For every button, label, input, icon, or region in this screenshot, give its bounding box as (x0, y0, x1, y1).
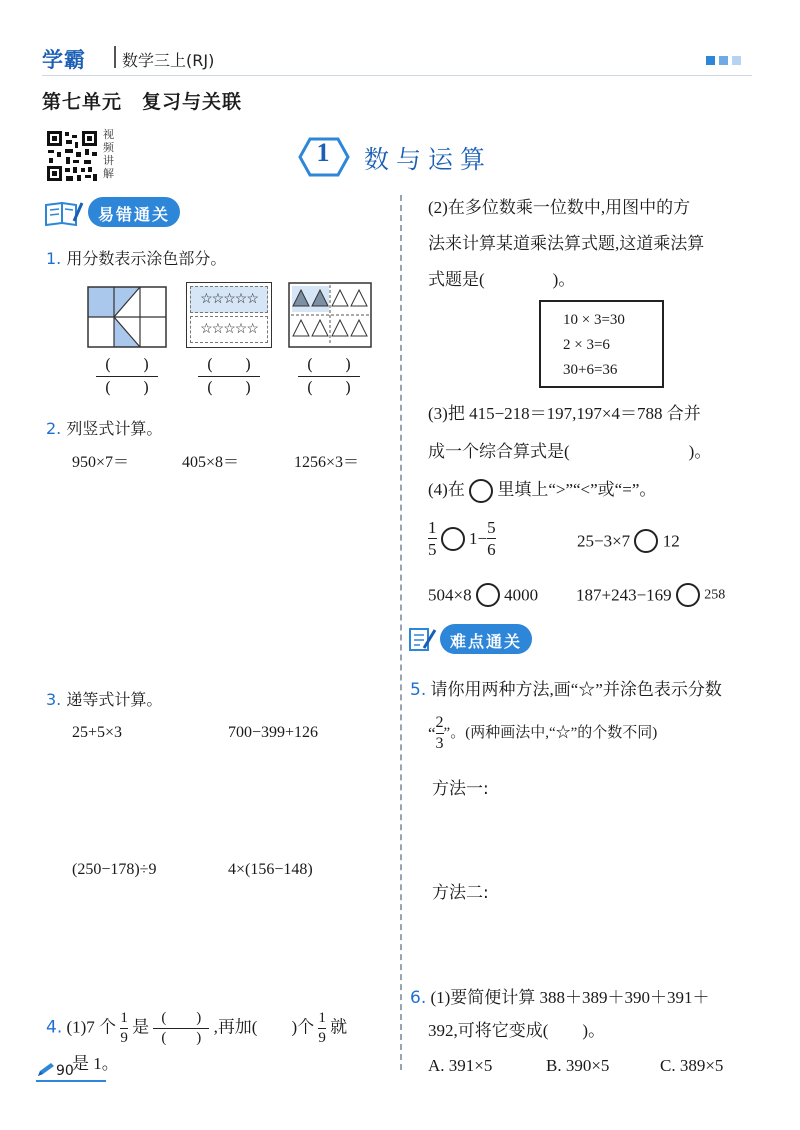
question-4-part-2-line-2: 法来计算某道乘法算式题,这道乘法算 (428, 234, 705, 253)
calc-item: 25+5×3 (72, 724, 123, 741)
question-text: ”。(两种画法中,“☆”的个数不同) (443, 725, 658, 741)
calc-item: 405×8＝ (182, 454, 240, 471)
numerator: 5 (487, 518, 496, 537)
numerator: 1 (428, 518, 437, 537)
fraction-figure-triangles (288, 282, 372, 348)
notepad-pencil-icon (408, 626, 438, 652)
fraction-one-ninth (318, 1010, 326, 1047)
compare-circle-input[interactable] (476, 583, 500, 607)
blank-numerator: ( ) (206, 355, 252, 374)
question-text: 请你用两种方法,画“☆”并涂色表示分数 (430, 680, 722, 699)
method-1-label: 方法一: (432, 779, 489, 799)
option-c[interactable]: C. 389×5 (660, 1056, 724, 1075)
blank-denominator: ( ) (161, 1030, 202, 1046)
fraction-bar (436, 733, 444, 734)
compare-right: 12 (662, 531, 680, 551)
blank-numerator: ( ) (104, 355, 150, 374)
section-number: 1 (316, 138, 330, 167)
question-6-line-1 (410, 986, 710, 1010)
numerator: 1 (318, 1010, 326, 1026)
option-a[interactable]: A. 391×5 (428, 1056, 493, 1075)
fraction-bar (153, 1028, 209, 1029)
fraction-figure-rectangle (87, 286, 167, 348)
quote-mark: “ (428, 724, 436, 743)
question-5-line-1 (410, 678, 722, 702)
calc-item: 700−399+126 (228, 724, 319, 741)
question-number: 6. (410, 988, 427, 1008)
blank-numerator: ( ) (306, 355, 352, 374)
answer-blank-fraction[interactable] (153, 1010, 209, 1047)
compare-left: 504×8 (428, 585, 472, 605)
stars-plain-row: ☆☆☆☆☆ (190, 316, 268, 343)
question-3 (46, 689, 162, 711)
question-4-part-1 (46, 1010, 347, 1047)
denominator: 6 (487, 540, 496, 559)
method-2-label: 方法二: (432, 883, 489, 903)
compare-circle-icon (469, 479, 493, 503)
question-6-line-2: 392,可将它变成( )。 (428, 1021, 606, 1040)
book-title: 数学三上(RJ) (122, 51, 215, 70)
question-2 (46, 418, 162, 440)
fraction-left (428, 518, 437, 559)
compare-circle-input[interactable] (441, 527, 465, 551)
fraction-two-thirds (436, 714, 444, 753)
badge-difficult-points: 难点通关 (440, 624, 532, 654)
part-text: 是 (132, 1017, 150, 1037)
question-number: 1. (46, 249, 62, 268)
question-4-part-3-line-1: (3)把 415−218＝197,197×4＝788 合并 (428, 404, 701, 423)
compare-item (577, 528, 680, 553)
question-4-part-1-cont: 是 1。 (72, 1054, 119, 1073)
section-title: 数与运算 (364, 145, 493, 174)
fraction-bar (428, 538, 437, 539)
fraction-bar (96, 376, 158, 377)
fraction-one-ninth (120, 1010, 128, 1047)
fraction-bar (198, 376, 260, 377)
blank-numerator: ( ) (161, 1010, 202, 1026)
fraction-bar (487, 538, 496, 539)
question-number: 2. (46, 419, 62, 438)
question-number: 5. (410, 680, 427, 700)
denominator: 3 (435, 735, 444, 752)
option-b[interactable]: B. 390×5 (546, 1056, 610, 1075)
compare-item (576, 582, 725, 607)
question-text: 列竖式计算。 (66, 419, 163, 438)
column-divider (400, 195, 402, 1070)
book-pencil-icon (44, 199, 84, 227)
question-text: 用分数表示涂色部分。 (66, 249, 227, 268)
calc-line: 10 × 3=30 (563, 312, 625, 328)
compare-right: 258 (704, 587, 726, 603)
blank-denominator: ( ) (306, 378, 352, 397)
question-text: (1)要简便计算 388＋389＋390＋391＋ (430, 988, 710, 1007)
numerator: 2 (435, 714, 444, 731)
numerator: 1 (120, 1010, 128, 1026)
blank-denominator: ( ) (206, 378, 252, 397)
question-4-part-2-line-1: (2)在多位数乘一位数中,用图中的方 (428, 198, 691, 217)
denominator: 5 (428, 540, 437, 559)
calc-item: (250−178)÷9 (72, 861, 157, 878)
question-text: 递等式计算。 (66, 690, 163, 709)
question-4-part-3-line-2: 成一个综合算式是( )。 (428, 442, 712, 461)
fraction-bar (318, 1028, 326, 1029)
answer-blank-fraction[interactable] (198, 356, 260, 397)
answer-blank-fraction[interactable] (96, 356, 158, 397)
question-4-part-4 (428, 478, 656, 503)
qr-code-icon[interactable] (46, 130, 98, 182)
compare-right: 4000 (504, 585, 539, 605)
header-square-icon (719, 56, 728, 65)
part-text: (1)7 个 (66, 1017, 117, 1037)
compare-left: 187+243−169 (576, 585, 672, 605)
stars-shaded-row: ☆☆☆☆☆ (190, 286, 268, 313)
compare-text: 1− (469, 529, 488, 548)
badge-easy-mistakes: 易错通关 (88, 197, 180, 227)
part-text: 里填上“>”“<”或“=”。 (497, 480, 657, 499)
calc-item: 4×(156−148) (228, 861, 313, 878)
calc-line: 30+6=36 (563, 362, 618, 378)
calculation-box (539, 300, 664, 388)
question-number: 4. (46, 1017, 63, 1038)
header-square-icon (706, 56, 715, 65)
calc-line: 2 × 3=6 (563, 337, 610, 353)
brand-logo: 学霸 (42, 48, 86, 72)
part-text: ,再加( )个 (213, 1017, 315, 1037)
unit-title: 第七单元 复习与关联 (42, 91, 243, 113)
page-number: 90 (56, 1063, 74, 1079)
compare-circle-input[interactable] (676, 583, 700, 607)
part-text: 就 (330, 1017, 348, 1037)
calc-item: 950×7＝ (72, 454, 130, 471)
pencil-icon (36, 1062, 56, 1078)
question-1 (46, 248, 226, 270)
header-square-icon (732, 56, 741, 65)
qr-caption: 视频讲解 (103, 128, 114, 180)
blank-denominator: ( ) (104, 378, 150, 397)
calc-item: 1256×3＝ (294, 454, 360, 471)
footer-rule (36, 1080, 106, 1082)
fraction-bar (298, 376, 360, 377)
denominator: 9 (318, 1030, 326, 1046)
question-number: 3. (46, 690, 62, 709)
denominator: 9 (120, 1030, 128, 1046)
compare-item (428, 518, 496, 559)
question-4-part-2-line-3: 式题是( )。 (428, 270, 576, 289)
header-rule (42, 75, 752, 76)
compare-left: 25−3×7 (577, 531, 631, 551)
question-5-line-2 (428, 714, 657, 753)
answer-blank-fraction[interactable] (298, 356, 360, 397)
fraction-right (487, 518, 496, 559)
compare-item (428, 582, 538, 607)
brand-separator (114, 46, 116, 68)
fraction-bar (120, 1028, 128, 1029)
compare-circle-input[interactable] (634, 529, 658, 553)
part-text: (4)在 (428, 480, 465, 499)
fraction-figure-stars (186, 282, 272, 348)
